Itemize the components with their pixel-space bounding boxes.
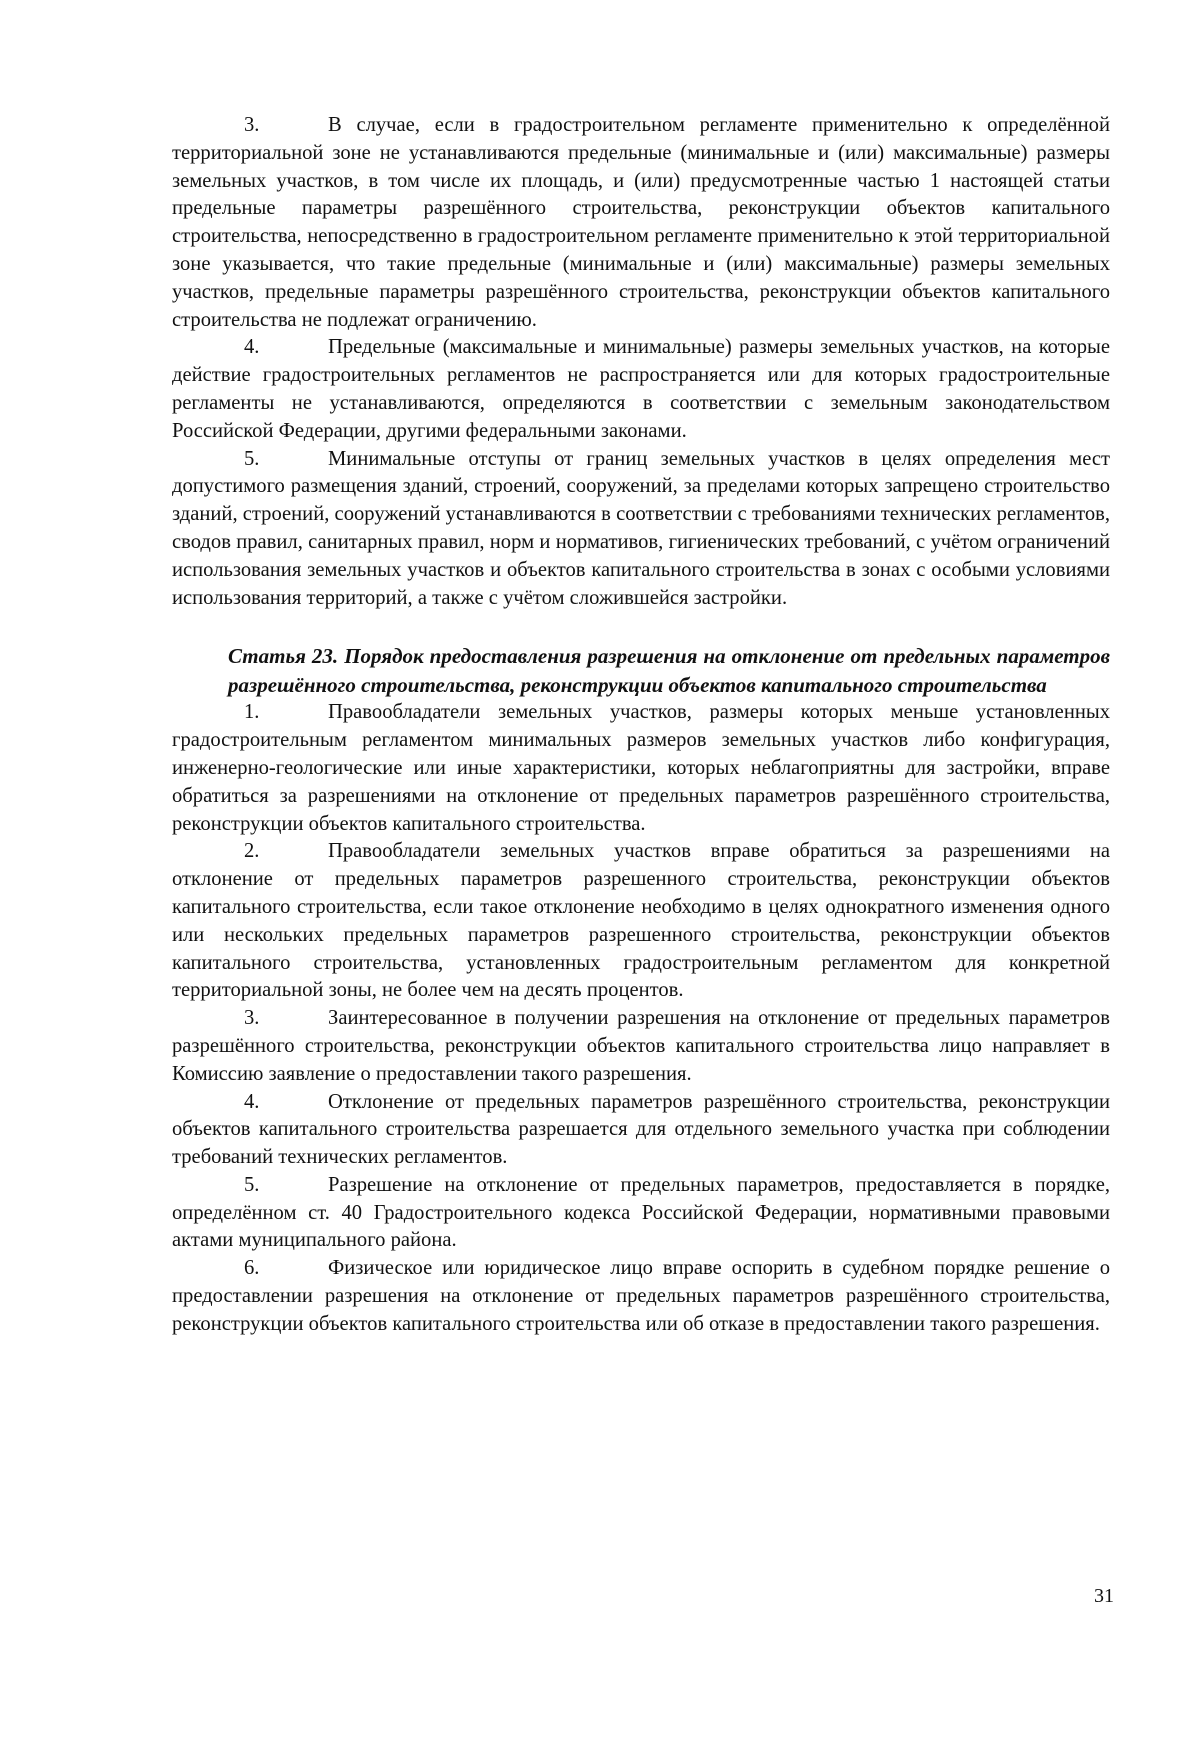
article-paragraph-6 xyxy=(172,1255,1110,1338)
paragraph-text: Минимальные отступы от границ земельных участков в целях определения мест допустимого размещения зданий, строений, сооружений, за пределами которых запрещено строительство зданий, строений, сооружений устанавливаются в соответствии с требованиями технических регламентов, сводов правил, санитарных правил, норм и нормативов, гигиенических требований, с учётом ограничений использования земельных участков и объектов капитального строительства в зонах с особыми условиями использования территорий, а также с учётом сложившейся застройки. xyxy=(172,447,1110,609)
article-paragraph-4 xyxy=(172,1089,1110,1172)
article-paragraph-5 xyxy=(172,1172,1110,1255)
paragraph-number: 2. xyxy=(244,840,260,863)
paragraph-number: 1. xyxy=(244,701,260,724)
page-number: 31 xyxy=(1094,1585,1114,1607)
paragraph-text: Предельные (максимальные и минимальные) размеры земельных участков, на которые действие градостроительных регламентов не распространяется или для которых градостроительные регламенты не устанавливаются, определяются в соответствии с земельным законодательством Российской Федерации, другими федеральными законами. xyxy=(172,336,1110,442)
paragraph-number: 6. xyxy=(244,1257,260,1280)
paragraph-number: 5. xyxy=(244,1173,260,1196)
paragraph-number: 3. xyxy=(244,114,260,136)
paragraph-4-intro xyxy=(172,334,1110,445)
paragraph-3-intro xyxy=(172,112,1110,334)
document-body xyxy=(172,112,1110,1339)
paragraph-text: Правообладатели земельных участков вправе обратиться за разрешениями на отклонение от предельных параметров разрешенного строительства, реконструкции объектов капитального строительства, если такое отклонение необходимо в целях однократного изменения одного или нескольких предельных параметров разрешенного строительства, реконструкции объектов капитального строительства, установленных градостроительным регламентом для конкретной территориальной зоны, не более чем на десять процентов. xyxy=(172,840,1110,1002)
paragraph-text: Заинтересованное в получении разрешения на отклонение от предельных параметров разрешённого строительства, реконструкции объектов капитального строительства лицо направляет в Комиссию заявление о предоставлении такого разрешения. xyxy=(172,1007,1110,1085)
paragraph-text: В случае, если в градостроительном регламенте применительно к определённой территориальной зоне не устанавливаются предельные (минимальные и (или) максимальные) размеры земельных участков, в том числе их площадь, и (или) предусмотренные частью 1 настоящей статьи предельные параметры разрешённого строительства, реконструкции объектов капитального строительства, непосредственно в градостроительном регламенте применительно к этой территориальной зоне указывается, что такие предельные (минимальные и (или) максимальные) размеры земельных участков, предельные параметры разрешённого строительства, реконструкции объектов капитального строительства не подлежат ограничению. xyxy=(172,114,1110,331)
article-23-heading: Статья 23. Порядок предоставления разрешения на отклонение от предельных параметров разрешённого строительства, реконструкции объектов капитального строительства xyxy=(228,644,1110,697)
paragraph-text: Отклонение от предельных параметров разрешённого строительства, реконструкции объектов капитального строительства разрешается для отдельного земельного участка при соблюдении требований технических регламентов. xyxy=(172,1090,1110,1169)
paragraph-number: 5. xyxy=(244,447,260,470)
paragraph-number: 4. xyxy=(244,1090,260,1113)
paragraph-text: Правообладатели земельных участков, размеры которых меньше установленных градостроительным регламентом минимальных размеров земельных участков либо конфигурация, инженерно-геологические или иные характеристики, которых неблагоприятны для застройки, вправе обратиться за разрешениями на отклонение от предельных параметров разрешённого строительства, реконструкции объектов капитального строительства. xyxy=(172,701,1110,835)
paragraph-number: 3. xyxy=(244,1007,260,1030)
paragraph-text: Разрешение на отклонение от предельных параметров, предоставляется в порядке, определённом ст. 40 Градостроительного кодекса Российской Федерации, нормативными правовыми актами муниципального района. xyxy=(172,1173,1110,1252)
article-paragraph-1 xyxy=(172,699,1110,838)
paragraph-5-intro xyxy=(172,446,1110,613)
paragraph-text: Физическое или юридическое лицо вправе оспорить в судебном порядке решение о предоставлении разрешения на отклонение от предельных параметров разрешённого строительства, реконструкции объектов капитального строительства или об отказе в предоставлении такого разрешения. xyxy=(172,1257,1110,1335)
article-paragraph-3 xyxy=(172,1005,1110,1088)
article-paragraph-2 xyxy=(172,838,1110,1005)
paragraph-number: 4. xyxy=(244,336,260,359)
